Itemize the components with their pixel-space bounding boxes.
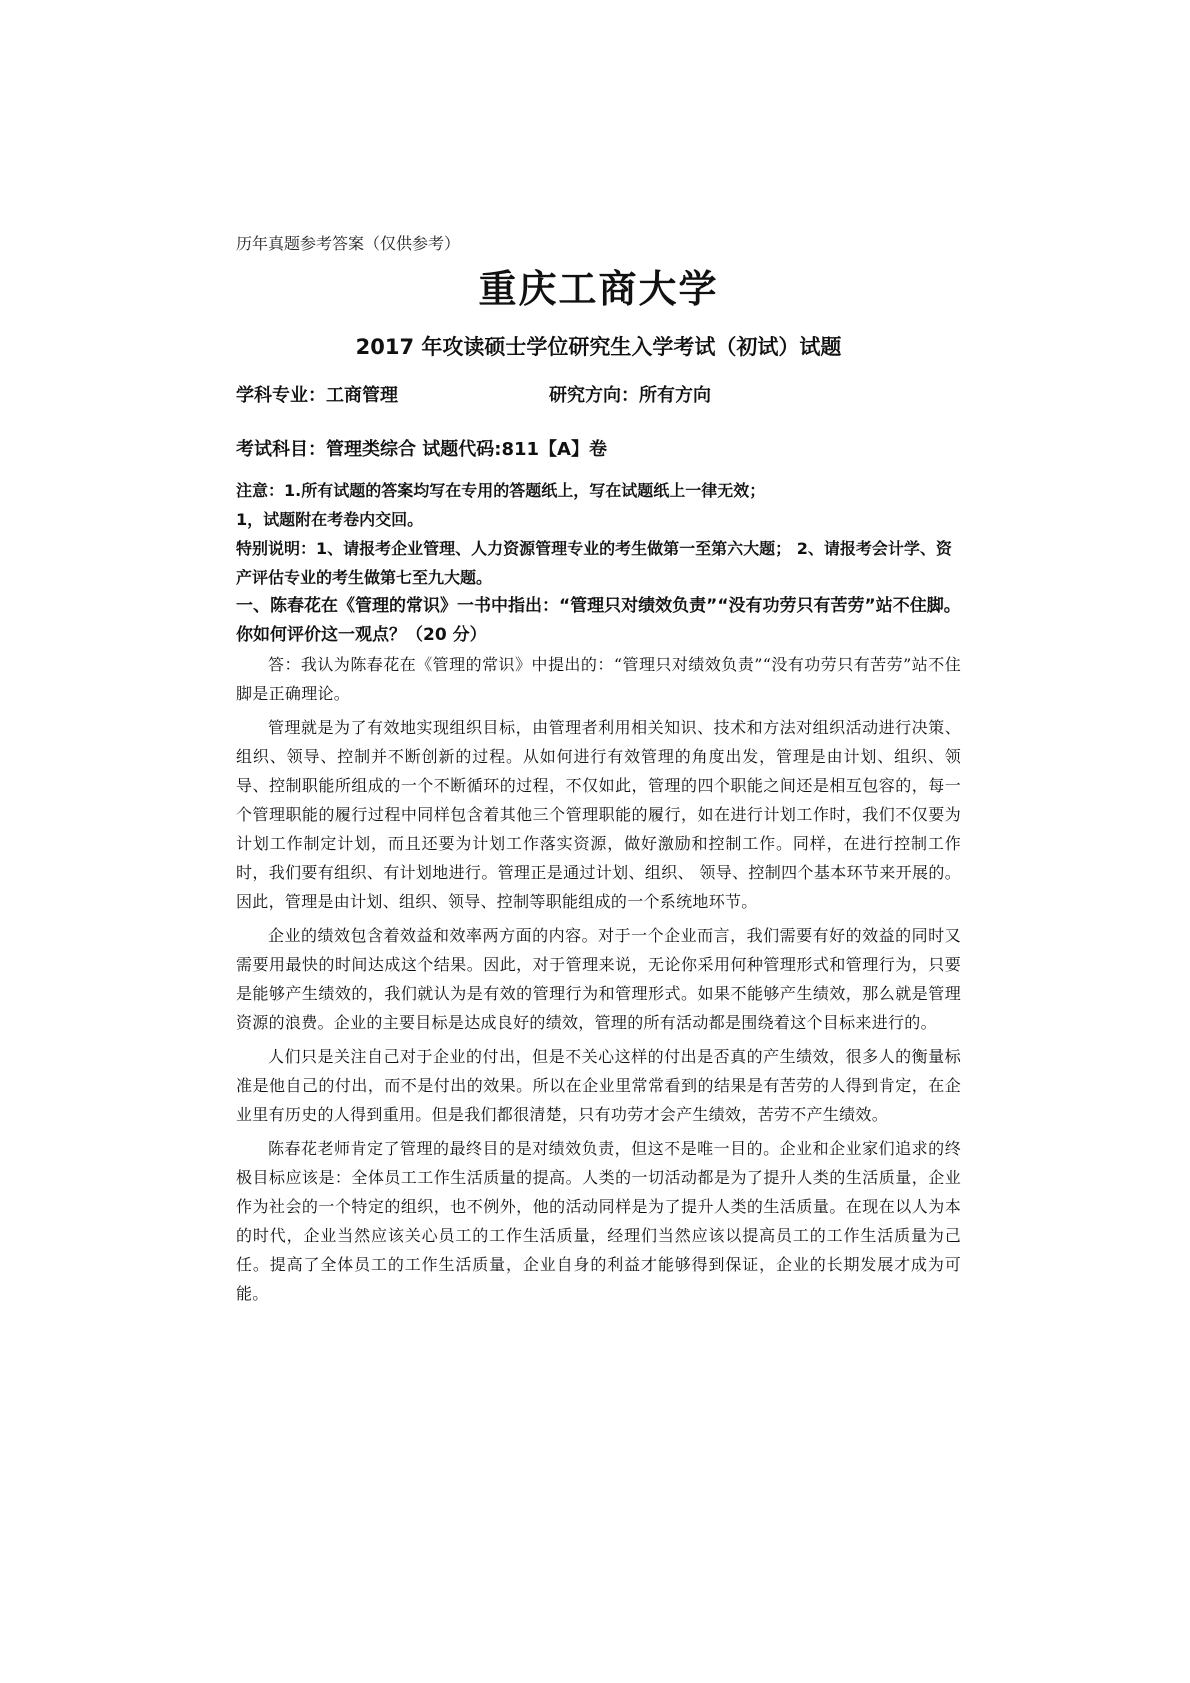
answer-paragraph-5: 陈春花老师肯定了管理的最终目的是对绩效负责，但这不是唯一目的。企业和企业家们追求的终极目标应该是：全体员工工作生活质量的提高。人类的一切活动都是为了提升人类的生活质量，企业作为社会的一个特定的组织，也不例外，他的活动同样是为了提升人类的生活质量。在现在以人为本的时代，企业当然应该关心员工的工作生活质量，经理们当然应该以提高员工的工作生活质量为己任。提高了全体员工的工作生活质量，企业自身的利益才能够得到保证，企业的长期发展才成为可能。 [236, 1139, 961, 1303]
answer-paragraph-2: 管理就是为了有效地实现组织目标，由管理者利用相关知识、技术和方法对组织活动进行决策、组织、领导、控制并不断创新的过程。从如何进行有效管理的角度出发，管理是由计划、组织、领导、控制职能所组成的一个不断循环的过程，不仅如此，管理的四个职能之间还是相互包容的，每一个管理职能的履行过程中同样包含着其他三个管理职能的履行，如在进行计划工作时，我们不仅要为计划工作制定计划，而且还要为计划工作落实资源，做好激励和控制工作。同样，在进行控制工作时，我们要有组织、有计划地进行。管理正是通过计划、组织、 领导、控制四个基本环节来开展的。因此，管理是由计划、组织、领导、控制等职能组成的一个系统地环节。 [236, 718, 961, 911]
notice-line-3: 特别说明：1、请报考企业管理、人力资源管理专业的考生做第一至第六大题； 2、请报考会计学、资产评估专业的考生做第七至九大题。 [236, 539, 952, 587]
notice-line-1: 注意：1.所有试题的答案均写在专用的答题纸上，写在试题纸上一律无效； [236, 481, 766, 500]
meta-row [236, 382, 961, 410]
answer-paragraph-3: 企业的绩效包含着效益和效率两方面的内容。对于一个企业而言，我们需要有好的效益的同时又需要用最快的时间达成这个结果。因此，对于管理来说，无论你采用何种管理形式和管理行为，只要是能够产生绩效的，我们就认为是有效的管理行为和管理形式。如果不能够产生绩效，那么就是管理资源的浪费。企业的主要目标是达成良好的绩效，管理的所有活动都是围绕着这个目标来进行的。 [236, 926, 961, 1032]
university-title: 重庆工商大学 [478, 267, 719, 311]
header-note: 历年真题参考答案（仅供参考） [236, 234, 461, 253]
direction-label: 研究方向：所有方向 [549, 385, 711, 406]
answer-block [236, 650, 961, 1308]
major-label: 学科专业：工商管理 [236, 385, 398, 406]
notice-block [236, 476, 961, 592]
notice-line-2: 1，试题附在考卷内交回。 [236, 510, 424, 529]
subject-line: 考试科目：管理类综合 试题代码:811【A】卷 [236, 439, 607, 460]
question-1: 一、陈春花在《管理的常识》一书中指出：“管理只对绩效负责”“没有功劳只有苦劳”站不住脚。你如何评价这一观点？（20 分） [236, 596, 961, 645]
document-page [236, 232, 961, 1313]
answer-paragraph-1: 答：我认为陈春花在《管理的常识》中提出的：“管理只对绩效负责”“没有功劳只有苦劳”站不住脚是正确理论。 [236, 655, 961, 703]
answer-paragraph-4: 人们只是关注自己对于企业的付出，但是不关心这样的付出是否真的产生绩效，很多人的衡量标准是他自己的付出，而不是付出的效果。所以在企业里常常看到的结果是有苦劳的人得到肯定，在企业里有历史的人得到重用。但是我们都很清楚，只有功劳才会产生绩效，苦劳不产生绩效。 [236, 1047, 961, 1124]
exam-title: 2017 年攻读硕士学位研究生入学考试（初试）试题 [355, 335, 842, 359]
